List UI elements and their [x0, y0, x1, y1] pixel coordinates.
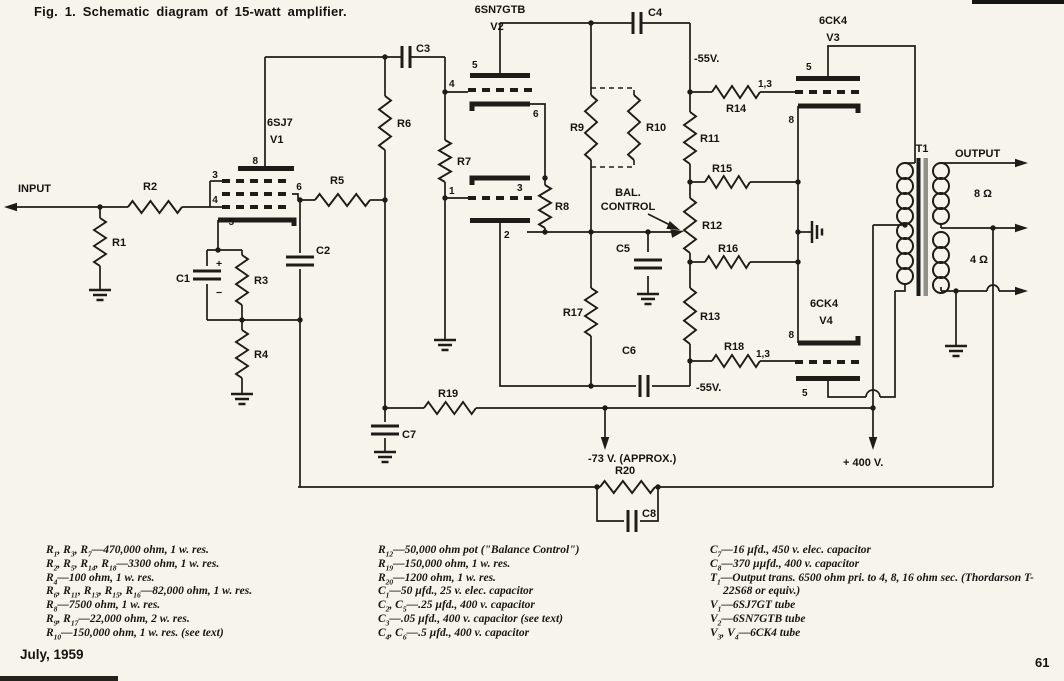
- label-v3-pin8: 8: [788, 115, 794, 126]
- label-minus-55v-bottom: -55V.: [696, 382, 722, 394]
- arrowhead: [869, 437, 878, 450]
- label-v1-pin6: 6: [296, 182, 302, 193]
- tube-plate-v4: [796, 376, 860, 381]
- label-balance-control-line2: CONTROL: [600, 201, 656, 213]
- coil-turn: [933, 247, 949, 263]
- parts-entry: $R_{19}—150,000$ ohm, 1 w. res.: [378, 557, 511, 573]
- label-v2-pin1: 1: [449, 186, 455, 197]
- resistor-symbol-r2: [128, 201, 182, 213]
- parts-list-column-caps-trans-tubes: [710, 544, 1058, 641]
- resistor-symbol-r7: [439, 140, 451, 182]
- resistor-symbol-r4: [236, 330, 248, 378]
- junction-dot: [687, 358, 692, 363]
- resistor-symbol-r12: [684, 198, 696, 253]
- arrowhead: [666, 221, 680, 230]
- parts-entry: $R_6$, $R_{11}$, $R_{13}$, $R_{15}$, $R_{16}—82,000$ ohm, 1 w. res.: [46, 585, 253, 600]
- label-r4: R4: [254, 349, 269, 361]
- label-v1-pin4: 4: [212, 195, 218, 206]
- wire: [828, 381, 866, 397]
- footer-issue-date: July, 1959: [20, 647, 84, 662]
- label-v1-pin5: 5: [228, 217, 234, 228]
- junction-dot: [442, 89, 447, 94]
- label-4-ohm: 4 Ω: [970, 254, 988, 266]
- wire: [292, 194, 315, 200]
- label-v3-type: 6CK4: [818, 15, 848, 27]
- label-r11: R11: [700, 133, 720, 145]
- label-r5: R5: [330, 175, 345, 187]
- label-r20: R20: [615, 465, 636, 477]
- resistor-symbol-r6: [379, 96, 391, 150]
- label-v2-pin5: 5: [472, 60, 478, 71]
- junction-dot: [953, 288, 958, 293]
- label-v1-name: V1: [270, 134, 284, 146]
- label-r17: R17: [562, 307, 583, 319]
- parts-entry: $C_8—370$ µµfd., 400 v. capacitor: [710, 557, 860, 573]
- parts-entry: $R_{20}—1200$ ohm, 1 w. res.: [378, 571, 496, 586]
- parts-entry: $C_1—50$ µfd., 25 v. elec. capacitor: [378, 585, 534, 600]
- label-r13: R13: [700, 311, 721, 323]
- figure-caption: Fig. 1. Schematic diagram of 15-watt amplifier.: [34, 4, 347, 19]
- junction-dot: [990, 225, 995, 230]
- page-edge-mark-bottom: [0, 676, 118, 681]
- resistor-symbol-r13: [684, 288, 696, 344]
- label-c4: C4: [648, 7, 663, 19]
- label-r6: R6: [397, 118, 412, 130]
- label-v1-type: 6SJ7: [267, 117, 293, 129]
- label-v2-type: 6SN7GTB: [474, 4, 526, 16]
- label-v3-grid-pins: 1,3: [758, 79, 772, 90]
- coil-turn: [897, 268, 913, 284]
- label-c1: C1: [175, 273, 190, 285]
- coil-turn: [933, 232, 949, 248]
- parts-entry: $R_8—7500$ ohm, 1 w. res.: [46, 599, 161, 614]
- coil-turn: [897, 193, 913, 209]
- label-v4-type: 6CK4: [809, 298, 839, 310]
- parts-entry: $R_1$, $R_3$, $R_7—470,000$ ohm, 1 w. res.: [46, 544, 209, 559]
- junction-dot: [655, 484, 660, 489]
- label-r15: R15: [712, 163, 733, 175]
- label-r9: R9: [569, 122, 584, 134]
- label-v4-pin8: 8: [788, 330, 794, 341]
- junction-dot: [297, 197, 302, 202]
- parts-entry: $R_{12}—50,000$ ohm pot ("Balance Control"): [378, 544, 580, 559]
- arrowhead: [670, 230, 684, 238]
- wire: [895, 284, 905, 291]
- label-r19: R19: [438, 388, 459, 400]
- resistor-symbol-r8: [539, 185, 551, 228]
- junction-dot: [795, 259, 800, 264]
- resistor-symbol-r19: [424, 402, 476, 414]
- junction-dot: [542, 229, 547, 234]
- parts-entry: $V_1—6SJ7GT$ tube: [710, 599, 796, 614]
- label-v2-name: V2: [490, 21, 504, 33]
- arrowhead: [1015, 287, 1028, 296]
- resistor-symbol-r16: [705, 256, 750, 268]
- resistor-symbol-r1: [94, 218, 106, 266]
- parts-entry: $R_9$, $R_{17}—22,000$ ohm, 2 w. res.: [46, 612, 190, 628]
- label-r8: R8: [555, 201, 570, 213]
- label-output: OUTPUT: [955, 148, 1001, 160]
- arrowhead: [601, 437, 610, 450]
- coil-turn: [897, 238, 913, 254]
- junction-dot: [542, 175, 547, 180]
- resistor-symbol-r10: [628, 95, 640, 160]
- label-r10: R10: [646, 122, 667, 134]
- label-input: INPUT: [18, 183, 51, 195]
- parts-entry: $C_7—16$ µfd., 450 v. elec. capacitor: [710, 544, 872, 559]
- label-c2: C2: [316, 245, 331, 257]
- parts-entry: $R_2$, $R_5$, $R_{14}$, $R_{18}—3300$ ohm, 1 w. res.: [46, 557, 220, 573]
- junction-dot: [645, 229, 650, 234]
- junction-dot: [215, 247, 220, 252]
- coil-turn: [897, 178, 913, 194]
- label-t1: T1: [915, 143, 929, 155]
- parts-list-column-resistors: [46, 544, 376, 641]
- junction-dot: [795, 179, 800, 184]
- resistor-symbol-r11: [684, 112, 696, 164]
- label-v4-name: V4: [819, 315, 833, 327]
- transformer-core: [924, 158, 929, 296]
- junction-dot: [97, 204, 102, 209]
- resistor-symbol-r17: [585, 288, 597, 336]
- resistor-symbol-r9: [585, 95, 597, 160]
- label-v1-pin3: 3: [212, 170, 218, 181]
- label-c5: C5: [615, 243, 630, 255]
- coil-turn: [933, 163, 949, 179]
- label-minus-55v-top: -55V.: [694, 53, 720, 65]
- transformer-core: [917, 158, 921, 296]
- label-r16: R16: [718, 243, 739, 255]
- tube-plate-v3: [796, 76, 860, 81]
- parts-entry: $V_2—6SN7GTB$ tube: [710, 612, 806, 628]
- label-r14: R14: [726, 103, 747, 115]
- tube-cathode-v3: [798, 106, 858, 113]
- junction-dot: [602, 405, 607, 410]
- dashed-link: [591, 88, 634, 95]
- resistor-symbol-r20: [600, 481, 655, 493]
- parts-entry: $R_{10}—150,000$ ohm, 1 w. res. (see text): [46, 626, 224, 642]
- junction-dot: [588, 20, 593, 25]
- label-r1: R1: [112, 237, 127, 249]
- coil-turn: [897, 253, 913, 269]
- label-plus-400v: + 400 V.: [843, 457, 884, 469]
- page-number: 61: [1035, 655, 1050, 670]
- junction-dot: [442, 195, 447, 200]
- junction-dot: [382, 405, 387, 410]
- coil-turn: [897, 163, 913, 179]
- label-r2: R2: [143, 181, 158, 193]
- arrowhead: [1015, 159, 1028, 168]
- coil-turn: [933, 178, 949, 194]
- label-v3-name: V3: [826, 32, 840, 44]
- junction-dot: [795, 229, 800, 234]
- resistor-symbol-r15: [705, 176, 750, 188]
- label-v2-pin6: 6: [533, 109, 539, 120]
- resistor-symbol-r18: [712, 355, 760, 367]
- label-v1-pin8: 8: [252, 156, 258, 167]
- tube-plate-v2a: [470, 73, 530, 78]
- tube-cathode-v2a: [472, 104, 530, 111]
- wire: [597, 487, 624, 521]
- junction-dot: [382, 54, 387, 59]
- label-8-ohm: 8 Ω: [974, 188, 992, 200]
- label-v4-grid-pins: 1,3: [756, 349, 770, 360]
- resistor-symbol-r14: [712, 86, 760, 98]
- tube-plate-v1: [238, 166, 294, 171]
- junction-dot: [687, 179, 692, 184]
- label-r18: R18: [724, 341, 745, 353]
- junction-dot: [297, 317, 302, 322]
- parts-entry: $R_4—100$ ohm, 1 w. res.: [46, 571, 155, 586]
- junction-dot: [687, 89, 692, 94]
- label-c3: C3: [416, 43, 431, 55]
- label-v2-pin2: 2: [504, 230, 510, 241]
- label-r12: R12: [702, 220, 723, 232]
- junction-dot: [687, 259, 692, 264]
- junction-dot: [239, 317, 244, 322]
- label-r7: R7: [457, 156, 472, 168]
- label-c8: C8: [642, 508, 657, 520]
- parts-entry: $V_3$, $V_4—6CK4$ tube: [710, 626, 801, 642]
- label-v2-pin3: 3: [517, 183, 523, 194]
- label-minus-73v: -73 V. (APPROX.): [588, 453, 677, 465]
- label-v3-pin5: 5: [806, 62, 812, 73]
- label-c6: C6: [621, 345, 636, 357]
- parts-entry: $C_3—.05$ µfd., 400 v. capacitor (see text): [378, 612, 563, 628]
- parts-entry: $C_2$, $C_5—.25$ µfd., 400 v. capacitor: [378, 599, 535, 614]
- resistor-symbol-r3: [236, 255, 248, 305]
- junction-dot: [870, 405, 875, 410]
- coil-turn: [933, 193, 949, 209]
- parts-list-column-pot-caps: [378, 544, 708, 641]
- parts-entry: $C_4$, $C_6—.5$ µfd., 400 v. capacitor: [378, 626, 530, 642]
- dashed-link: [591, 160, 634, 167]
- tube-plate-v2b: [470, 218, 530, 223]
- label-r3: R3: [254, 275, 269, 287]
- junction-dot: [594, 484, 599, 489]
- junction-dot: [382, 197, 387, 202]
- arrowhead: [4, 203, 17, 212]
- parts-entry: $T_1—Output$ trans. 6500 ohm pri. to 4, 8, 16 ohm sec. (Thordarson T-22S68 or equiv.): [710, 571, 1034, 598]
- label-v4-pin5: 5: [802, 388, 808, 399]
- coil-turn: [933, 262, 949, 278]
- tube-cathode-v4: [798, 336, 858, 343]
- label-c7: C7: [402, 429, 417, 441]
- label-balance-control-line1: BAL.: [615, 187, 641, 199]
- junction-dot: [588, 229, 593, 234]
- label-c1-plus: +: [216, 258, 223, 270]
- label-v2-pin4: 4: [449, 79, 455, 90]
- label-c1-minus: −: [216, 287, 223, 299]
- arrowhead: [1015, 224, 1028, 233]
- junction-dot: [588, 383, 593, 388]
- coil-turn: [933, 208, 949, 224]
- junction-dot: [902, 222, 907, 227]
- wire: [880, 291, 895, 397]
- resistor-symbol-r5: [315, 194, 370, 206]
- coil-turn: [897, 208, 913, 224]
